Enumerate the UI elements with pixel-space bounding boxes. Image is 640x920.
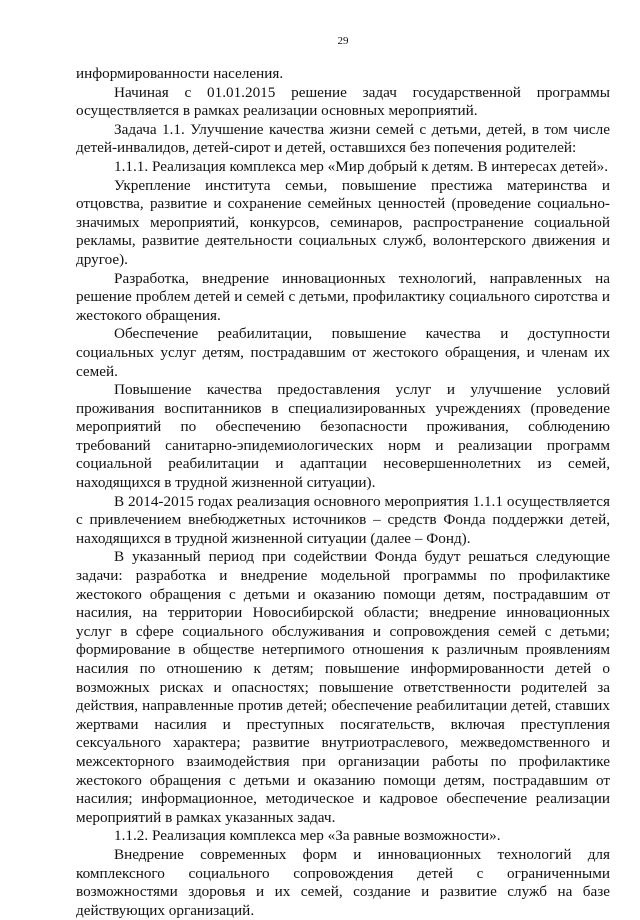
paragraph-family-institute: Укрепление института семьи, повышение престижа материнства и отцовства, развитие и сохранение семейных ценностей (проведение социально-значимых мероприятий, конкурсов, семинаров, распространение социальной рекламы, развитие деятельности социальных служб, волонтерского движения и другое).: [76, 176, 610, 268]
paragraph-measure-1-1-1: 1.1.1. Реализация комплекса мер «Мир добрый к детям. В интересах детей».: [114, 157, 609, 175]
paragraph-fund-tasks: В указанный период при содействии Фонда будут решаться следующие задачи: разработка и внедрение модельной программы по профилактике жестокого обращения с детьми и оказанию помощи детям, пострадавшим от насилия, на территории Новосибирской области; внедрение инновационных услуг в сфере социального обслуживания и сопровождения семей с детьми; формирование в обществе нетерпимого отношения к различным проявлениям насилия по отношению к детям; повышение информированности детей о возможных рисках и опасностях; повышение ответственности родителей за действия, направленные против детей; обеспечение реабилитации детей, ставших жертвами насилия и преступных посягательств, включая преступления сексуального характера; развитие внутриотраслевого, межведомственного и межсекторного взаимодействия при организации работы по профилактике жестокого обращения с детьми и оказанию помощи детям, пострадавшим от насилия; информационное, методическое и кадровое обеспечение реализации мероприятий в рамках указанных задач.: [76, 548, 610, 826]
paragraph-task-1-1: Задача 1.1. Улучшение качества жизни семей с детьми, детей, в том числе детей-инвалидов, детей-сирот и детей, оставшихся без попечения родителей:: [76, 120, 610, 157]
paragraph-service-quality: Повышение качества предоставления услуг и улучшение условий проживания воспитанников в специализированных учреждениях (проведение мероприятий по обеспечению безопасности проживания, соблюдению требований санитарно-эпидемиологических норм и реализации программ социальной реабилитации и адаптации несовершеннолетних из семей, находящихся в трудной жизненной ситуации).: [76, 381, 610, 492]
paragraph-measure-1-1-2: 1.1.2. Реализация комплекса мер «За равные возможности».: [114, 827, 501, 845]
paragraph-continuation: информированности населения.: [76, 65, 284, 82]
paragraph-fund-sources: В 2014-2015 годах реализация основного мероприятия 1.1.1 осуществляется с привлечением внебюджетных источников – средств Фонда поддержки детей, находящихся в трудной жизненной ситуации (далее – Фонд).: [76, 492, 610, 547]
paragraph-modern-forms: Внедрение современных форм и инновационных технологий для комплексного социального сопровождения детей с ограниченными возможностями здоровья и их семей, создание и развитие служб на базе действующих организаций.: [76, 845, 610, 919]
paragraph-program-implementation: Начиная с 01.01.2015 решение задач государственной программы осуществляется в рамках реализации основных мероприятий.: [76, 83, 610, 120]
paragraph-innovative-technologies: Разработка, внедрение инновационных технологий, направленных на решение проблем детей и семей с детьми, профилактику социального сиротства и жестокого обращения.: [76, 269, 610, 324]
page-number: 29: [337, 35, 349, 47]
paragraph-rehabilitation: Обеспечение реабилитации, повышение качества и доступности социальных услуг детям, пострадавшим от жестокого обращения, и членам их семей.: [76, 325, 610, 380]
